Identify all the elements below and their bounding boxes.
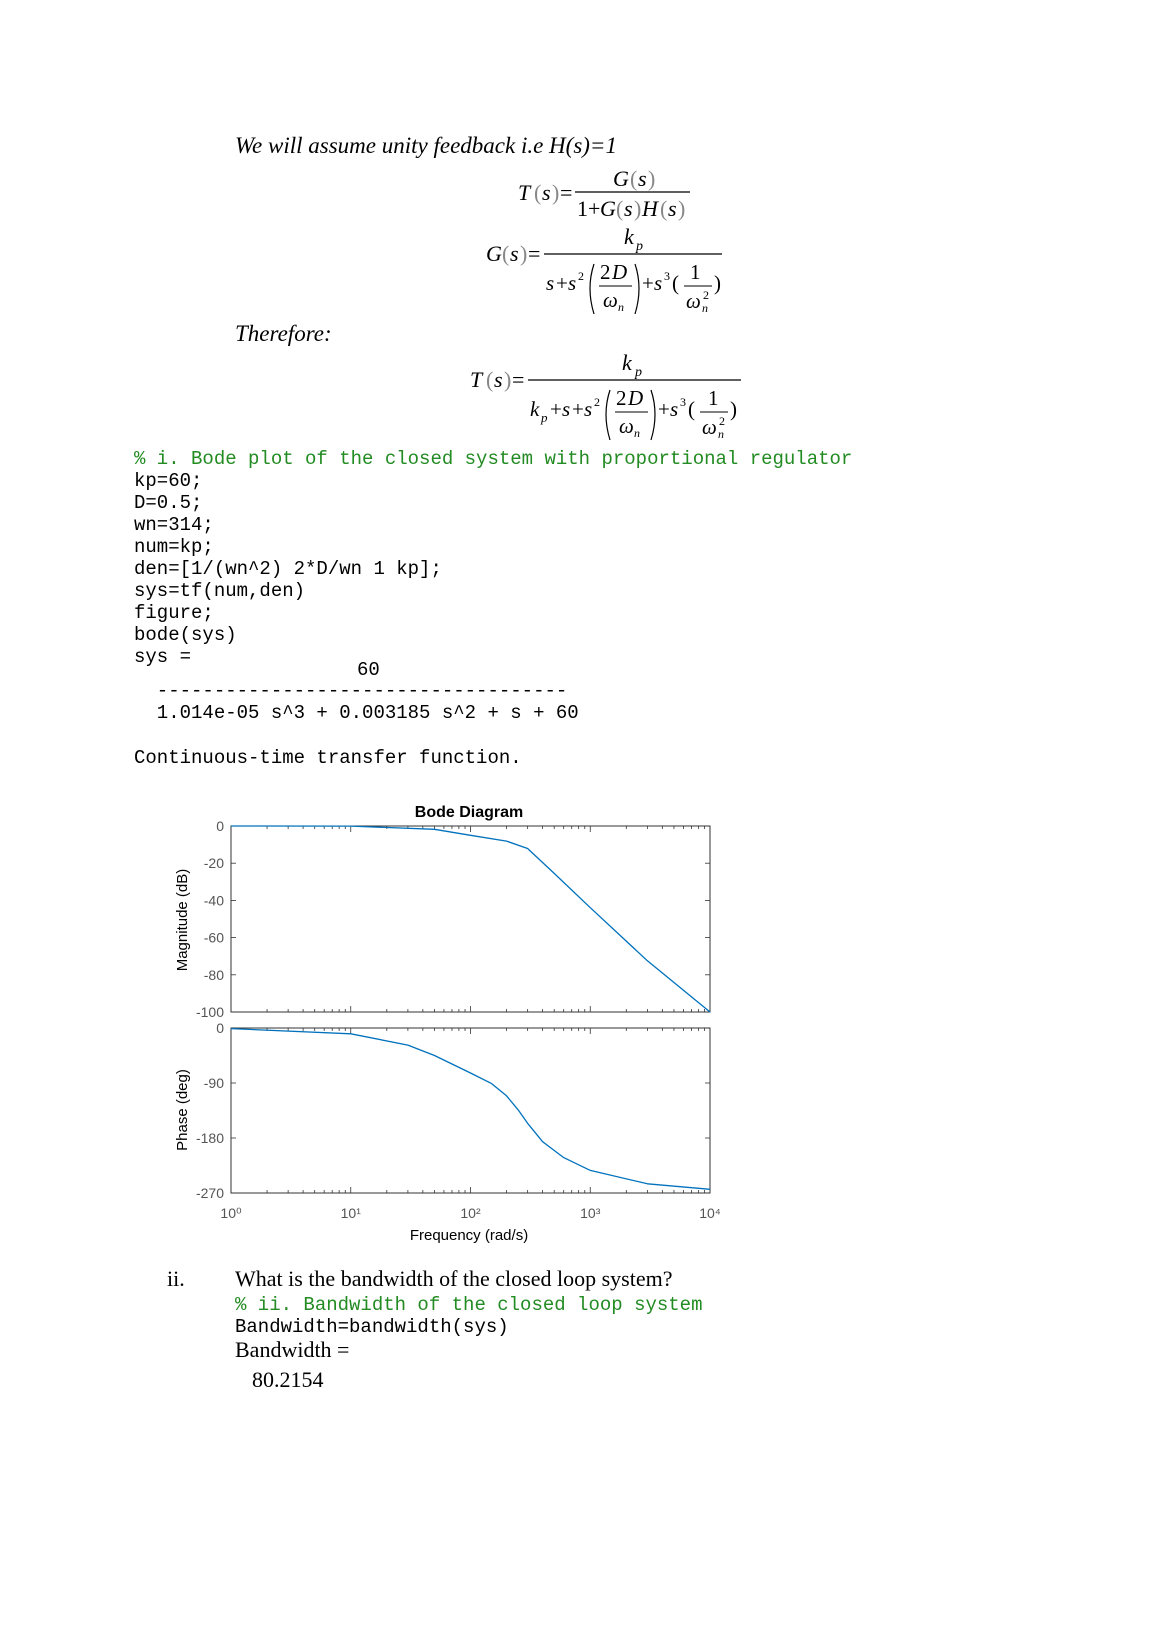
equation-t-final xyxy=(466,348,756,453)
svg-text:): ) xyxy=(730,397,737,421)
equation-t-general xyxy=(515,162,705,229)
bandwidth-question: What is the bandwidth of the closed loop system? xyxy=(235,1266,673,1291)
y-tick-label: -270 xyxy=(195,1185,224,1201)
y-tick-label: -180 xyxy=(195,1130,224,1146)
y-tick-label: 0 xyxy=(216,818,224,834)
svg-text:k: k xyxy=(530,397,540,421)
svg-text:2: 2 xyxy=(616,386,627,410)
y-tick-label: -80 xyxy=(203,966,224,983)
svg-text:=: = xyxy=(560,180,573,205)
svg-text:s: s xyxy=(584,397,593,421)
svg-text:s: s xyxy=(668,196,677,221)
tf-divider: ------------------------------------ xyxy=(134,680,568,702)
y-tick-label: -20 xyxy=(203,855,224,872)
svg-text:ω: ω xyxy=(702,415,717,439)
svg-text:): ) xyxy=(520,241,528,266)
svg-text:T: T xyxy=(470,367,483,392)
svg-text:(: ( xyxy=(534,180,542,205)
svg-text:2: 2 xyxy=(719,414,725,428)
svg-text:2: 2 xyxy=(578,269,584,283)
svg-text:s: s xyxy=(562,397,571,421)
x-tick-label: 10⁰ xyxy=(220,1205,242,1221)
plot-frame-0 xyxy=(231,826,710,1012)
svg-text:k: k xyxy=(624,224,634,249)
svg-text:n: n xyxy=(702,301,708,315)
bode-diagram xyxy=(160,795,740,1260)
equation-g xyxy=(482,222,732,327)
svg-text:ω: ω xyxy=(686,289,701,313)
svg-text:(: ( xyxy=(486,367,494,392)
svg-text:n: n xyxy=(718,427,724,441)
tf-denominator: 1.014e-05 s^3 + 0.003185 s^2 + s + 60 xyxy=(134,702,579,724)
code-line: kp=60; xyxy=(134,470,203,492)
svg-text:1: 1 xyxy=(708,386,719,410)
svg-text:2: 2 xyxy=(600,260,611,284)
y-tick-label: 0 xyxy=(216,1020,224,1036)
svg-text:2: 2 xyxy=(594,395,600,409)
x-tick-label: 10¹ xyxy=(340,1205,361,1221)
svg-text:s: s xyxy=(670,397,679,421)
svg-text:1+: 1+ xyxy=(577,196,601,221)
code-line: sys=tf(num,den) xyxy=(134,580,306,602)
svg-text:): ) xyxy=(678,196,686,221)
svg-text:s: s xyxy=(510,241,519,266)
svg-text:): ) xyxy=(552,180,560,205)
magnitude-ylabel: Magnitude (dB) xyxy=(174,868,191,972)
svg-text:(: ( xyxy=(502,241,510,266)
svg-text:(: ( xyxy=(616,196,624,221)
code-line-bandwidth: Bandwidth=bandwidth(sys) xyxy=(235,1316,509,1338)
plot-frame-1 xyxy=(231,1028,710,1193)
svg-text:ω: ω xyxy=(619,414,634,438)
therefore-text: Therefore: xyxy=(235,321,332,346)
svg-text:(: ( xyxy=(672,271,679,295)
svg-text:p: p xyxy=(635,365,642,380)
chart-title: Bode Diagram xyxy=(414,804,524,821)
svg-text:n: n xyxy=(634,426,640,440)
code-line: num=kp; xyxy=(134,536,214,558)
code-line: wn=314; xyxy=(134,514,214,536)
code-line: bode(sys) xyxy=(134,624,237,646)
svg-text:(: ( xyxy=(630,166,638,191)
svg-text:ω: ω xyxy=(603,288,618,312)
svg-text:G: G xyxy=(486,241,502,266)
phase-ylabel: Phase (deg) xyxy=(174,1069,191,1151)
svg-text:p: p xyxy=(541,410,548,425)
svg-text:): ) xyxy=(714,271,721,295)
code-line: sys = xyxy=(134,646,192,668)
svg-text:s: s xyxy=(494,367,503,392)
bandwidth-value: 80.2154 xyxy=(252,1367,324,1392)
svg-text:+: + xyxy=(658,397,670,421)
svg-text:p: p xyxy=(636,239,643,254)
svg-text:2: 2 xyxy=(703,288,709,302)
y-tick-label: -40 xyxy=(203,892,224,909)
svg-text:+: + xyxy=(572,397,584,421)
svg-text:G: G xyxy=(613,166,629,191)
svg-text:): ) xyxy=(648,166,656,191)
svg-text:n: n xyxy=(618,300,624,314)
svg-text:=: = xyxy=(512,367,525,392)
code-comment-bode: % i. Bode plot of the closed system with proportional regulator xyxy=(134,448,853,470)
svg-text:H: H xyxy=(642,196,658,221)
svg-text:=: = xyxy=(528,241,541,266)
svg-text:(: ( xyxy=(688,397,695,421)
svg-text:3: 3 xyxy=(664,269,670,283)
x-tick-label: 10³ xyxy=(580,1205,601,1221)
section-number: ii. xyxy=(167,1266,185,1291)
svg-text:G: G xyxy=(600,196,616,221)
svg-text:1: 1 xyxy=(690,260,701,284)
svg-text:+: + xyxy=(642,271,654,295)
y-tick-label: -60 xyxy=(203,929,224,946)
svg-text:s: s xyxy=(568,271,577,295)
y-tick-label: -100 xyxy=(195,1004,224,1020)
svg-text:s: s xyxy=(624,196,633,221)
svg-text:s: s xyxy=(654,271,663,295)
code-comment-bandwidth: % ii. Bandwidth of the closed loop system xyxy=(235,1294,703,1316)
code-line: D=0.5; xyxy=(134,492,203,514)
svg-text:T: T xyxy=(518,180,531,205)
svg-text:+: + xyxy=(550,397,562,421)
svg-text:D: D xyxy=(628,386,644,410)
svg-text:D: D xyxy=(612,260,628,284)
svg-text:s: s xyxy=(542,180,551,205)
tf-caption: Continuous-time transfer function. xyxy=(134,747,522,769)
assumption-text: We will assume unity feedback i.e H(s)=1 xyxy=(235,133,617,158)
tf-numerator: 60 xyxy=(357,659,380,681)
y-tick-label: -90 xyxy=(203,1075,224,1091)
code-block-bode xyxy=(134,470,442,668)
svg-text:): ) xyxy=(634,196,642,221)
svg-text:s: s xyxy=(546,271,555,295)
svg-text:): ) xyxy=(504,367,512,392)
x-tick-label: 10⁴ xyxy=(699,1205,721,1221)
code-line: figure; xyxy=(134,602,214,624)
svg-text:3: 3 xyxy=(680,395,686,409)
x-tick-label: 10² xyxy=(460,1205,481,1221)
code-line: den=[1/(wn^2) 2*D/wn 1 kp]; xyxy=(134,558,442,580)
bandwidth-label: Bandwidth = xyxy=(235,1337,350,1362)
svg-text:k: k xyxy=(622,350,632,375)
svg-text:s: s xyxy=(638,166,647,191)
svg-text:(: ( xyxy=(660,196,668,221)
frequency-xlabel: Frequency (rad/s) xyxy=(409,1227,529,1244)
svg-text:+: + xyxy=(556,271,568,295)
